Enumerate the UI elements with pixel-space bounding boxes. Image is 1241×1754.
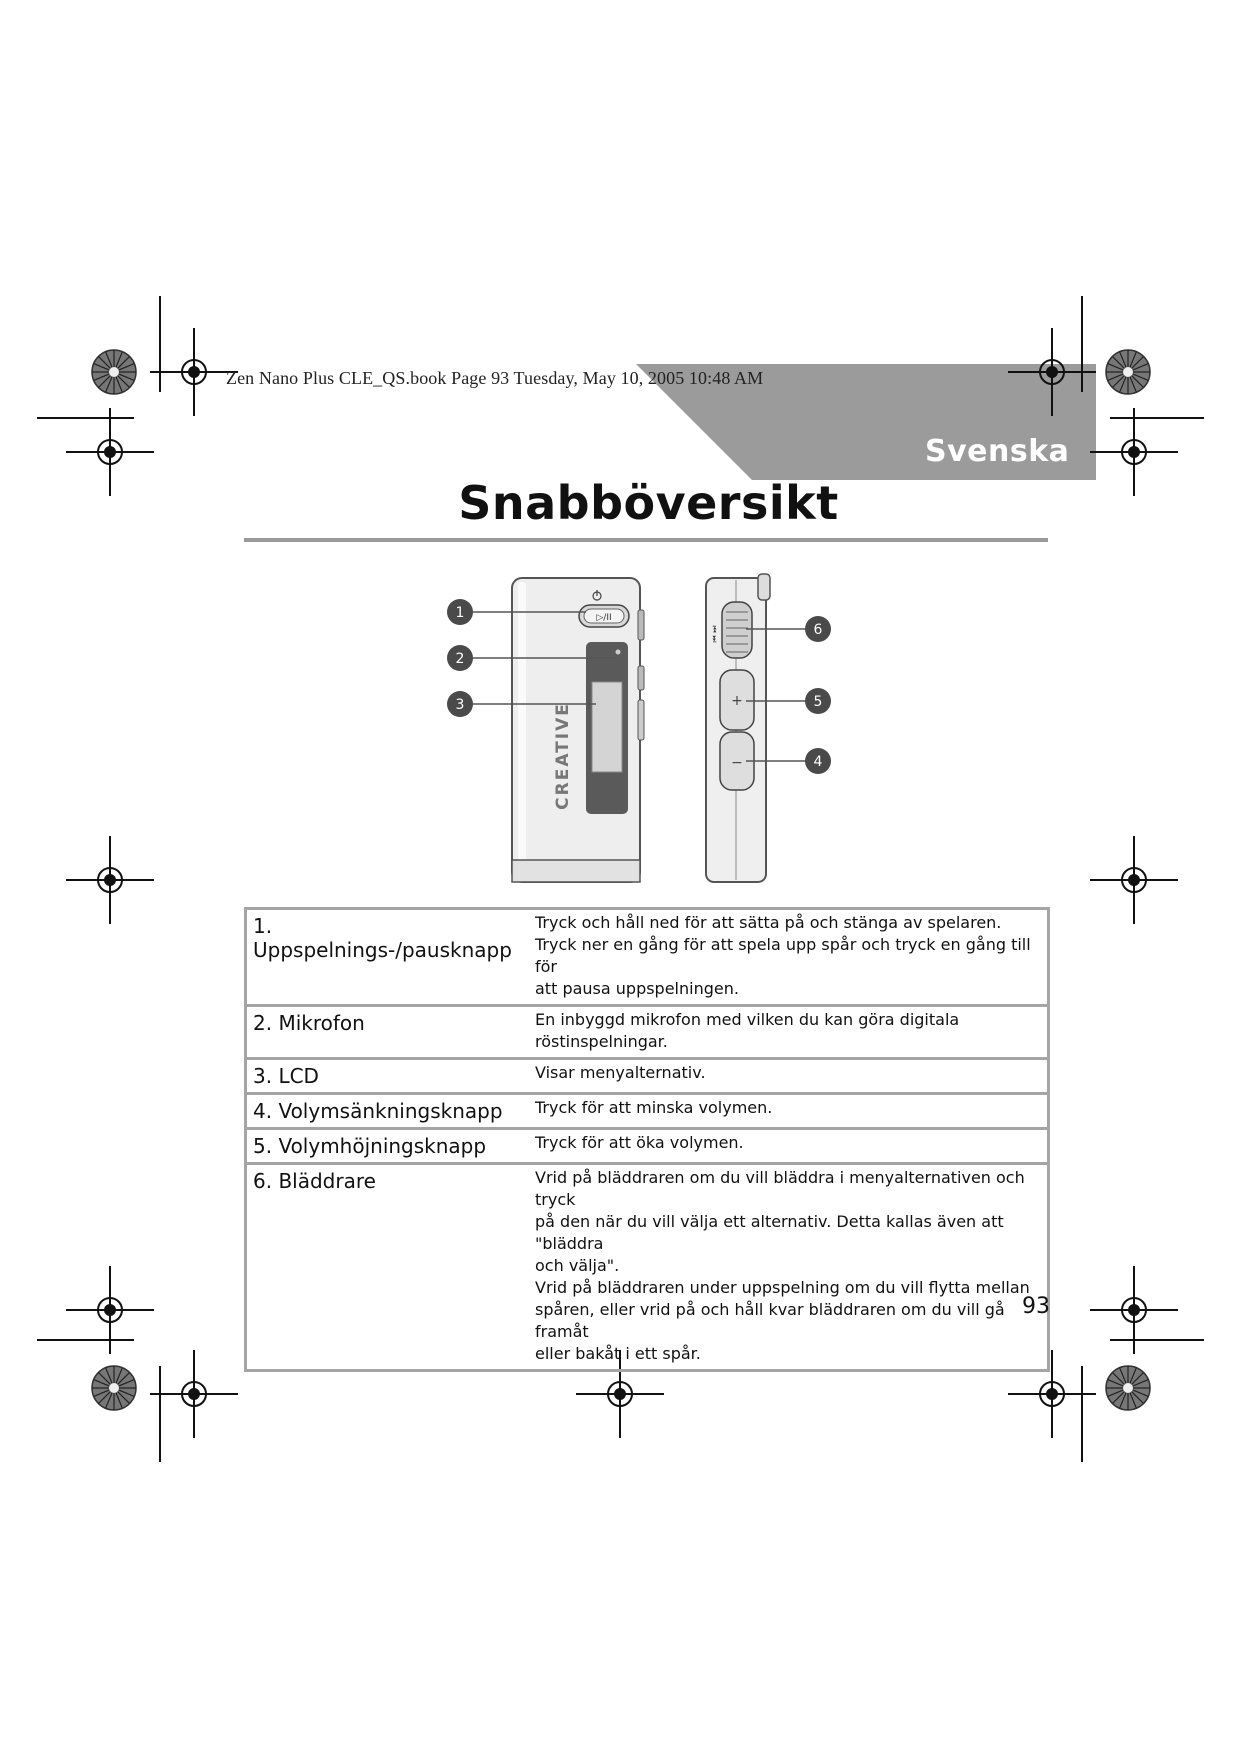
table-row [246,1129,1049,1164]
description-line: på den när du vill välja ett alternativ. Detta kallas även att "bläddra [535,1212,1004,1253]
svg-text:6: 6 [813,622,823,638]
svg-text:+: + [731,693,743,709]
description-line: Tryck för att öka volymen. [535,1133,744,1152]
feature-description [529,1129,1049,1164]
registration-mark [150,328,238,416]
device-illustration [440,570,840,890]
title-rule [244,538,1048,542]
description-line: eller bakåt i ett spår. [535,1344,701,1363]
table-row [246,1094,1049,1129]
description-line: En inbyggd mikrofon med vilken du kan göra digitala [535,1010,960,1029]
play-pause-button [579,605,629,627]
page-number: 93 [1022,1294,1050,1319]
description-line: och välja". [535,1256,620,1275]
sunburst-target-icon [1106,350,1150,394]
svg-text:4: 4 [813,754,823,770]
table-row [246,1164,1049,1371]
microphone-hole [616,650,621,655]
page-title: Snabböversikt [458,476,839,530]
description-line: spåren, eller vrid på och håll kvar bläddraren om du vill gå framåt [535,1300,1005,1341]
volume-up-button [720,670,754,730]
lcd-screen [592,682,622,772]
feature-description [529,1059,1049,1094]
player-side [706,574,770,882]
sunburst-target-icon [92,350,136,394]
feature-name: 6. Bläddrare [246,1164,530,1371]
book-header: Zen Nano Plus CLE_QS.book Page 93 Tuesday, May 10, 2005 10:48 AM [226,368,764,388]
feature-name: 5. Volymhöjningsknapp [246,1129,530,1164]
description-line: Tryck ner en gång för att spela upp spår och tryck en gång till för [535,935,1031,976]
description-line: att pausa uppspelningen. [535,979,739,998]
feature-table [244,907,1050,1372]
description-line: röstinspelningar. [535,1032,668,1051]
description-line: Tryck för att minska volymen. [535,1098,773,1117]
feature-name: 1. Uppspelnings-/pausknapp [253,914,512,962]
feature-description [529,1164,1049,1371]
player-front [512,578,644,882]
description-line: Vrid på bläddraren om du vill bläddra i menyalternativen och tryck [535,1168,1025,1209]
description-line: Tryck och håll ned för att sätta på och stänga av spelaren. [535,913,1002,932]
registration-mark [66,836,154,924]
feature-description [529,909,1049,1006]
callout-6 [805,616,831,642]
svg-text:3: 3 [455,697,465,713]
svg-text:⏮ ⏭: ⏮ ⏭ [710,625,719,643]
table-row [246,909,1049,1006]
table-row [246,1059,1049,1094]
description-line: Vrid på bläddraren under uppspelning om du vill flytta mellan [535,1278,1030,1297]
brand-logo: CREATIVE [553,702,573,810]
callout-3 [447,691,473,717]
svg-text:1: 1 [455,605,465,621]
feature-name: 2. Mikrofon [246,1006,530,1059]
callout-5 [805,688,831,714]
svg-text:−: − [731,755,743,771]
svg-text:5: 5 [813,694,823,710]
registration-mark [150,1350,238,1438]
feature-description [529,1094,1049,1129]
play-pause-glyph: ▷/II [596,613,612,623]
callout-4 [805,748,831,774]
language-label: Svenska [925,434,1070,469]
feature-description [529,1006,1049,1059]
callout-1 [447,599,473,625]
table-row [246,1006,1049,1059]
description-line: Visar menyalternativ. [535,1063,706,1082]
feature-name: 4. Volymsänkningsknapp [246,1094,530,1129]
svg-text:2: 2 [455,651,465,667]
sunburst-target-icon [92,1366,136,1410]
sunburst-target-icon [1106,1366,1150,1410]
callout-2 [447,645,473,671]
registration-mark [1090,836,1178,924]
feature-name: 3. LCD [246,1059,530,1094]
